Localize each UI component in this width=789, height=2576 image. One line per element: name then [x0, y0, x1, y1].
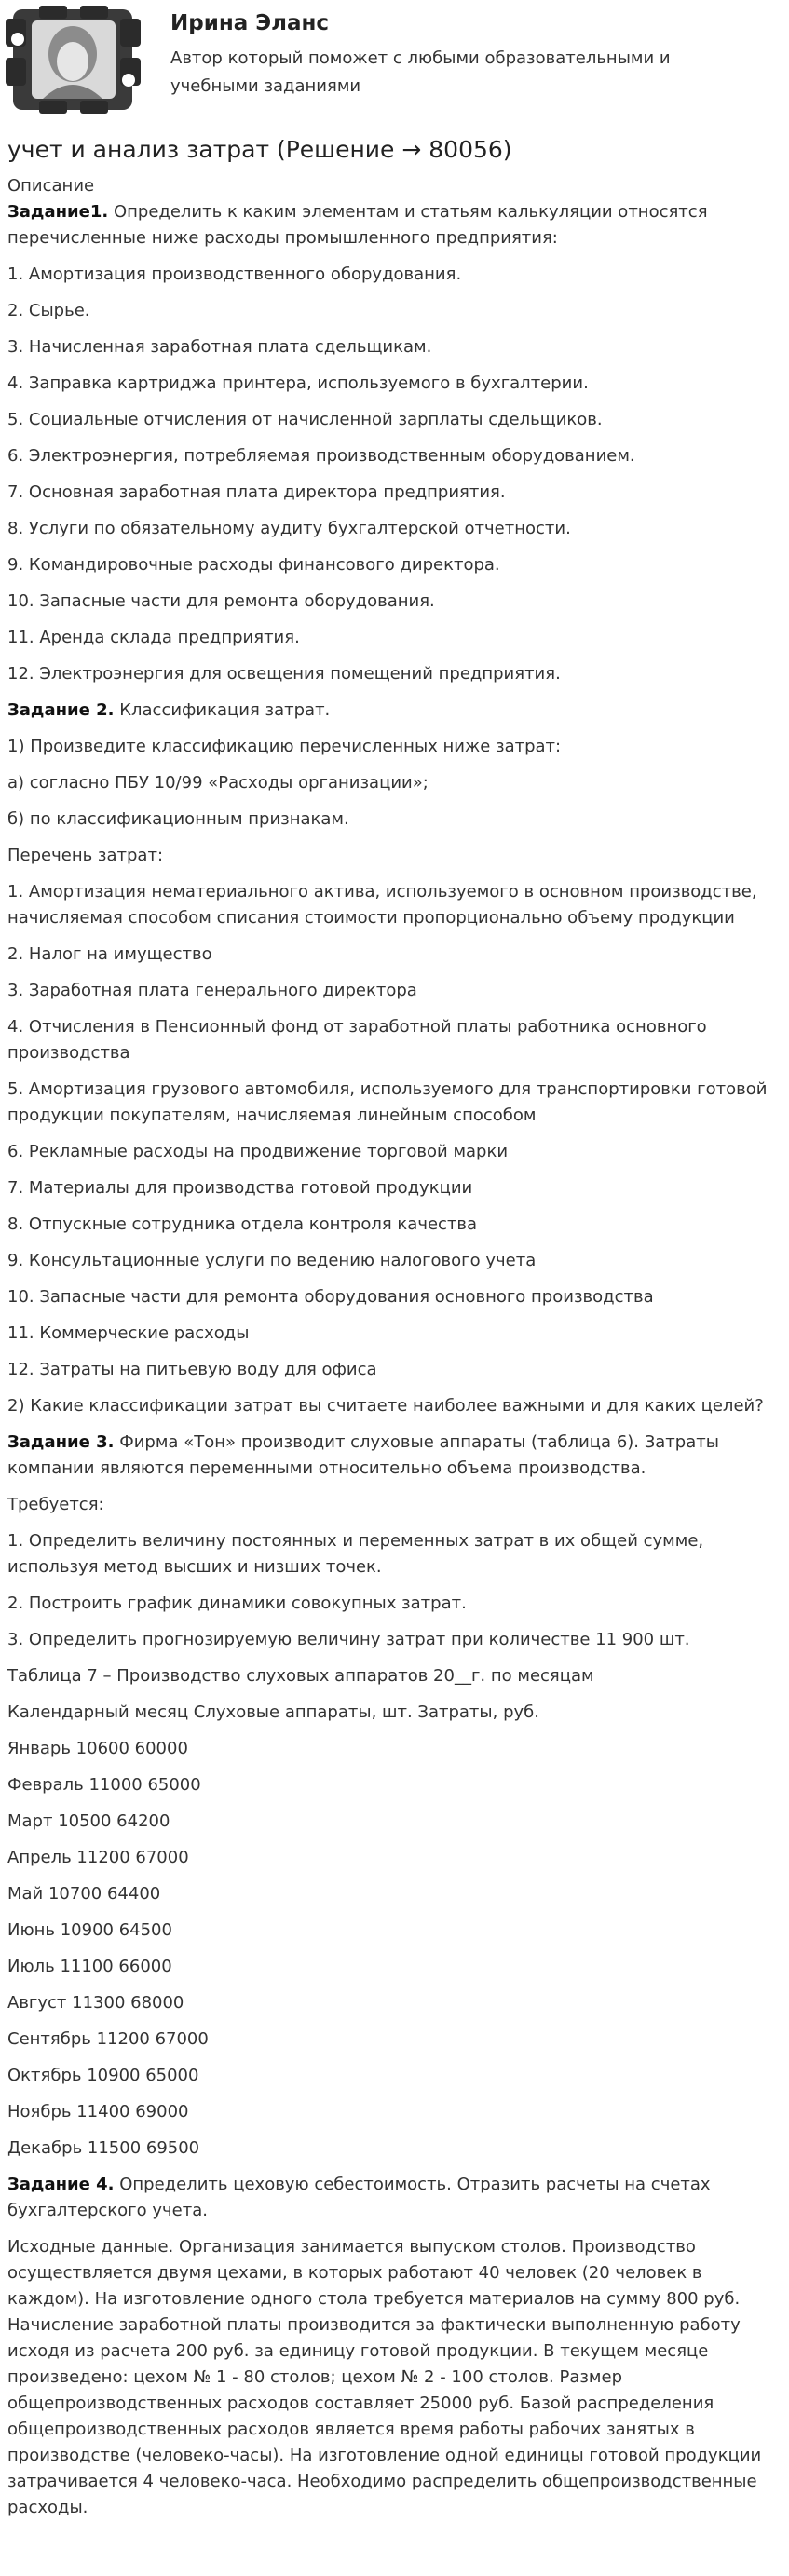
- paragraph: [7, 1357, 781, 1383]
- paragraph: [7, 2027, 781, 2053]
- paragraph-text: Исходные данные. Организация занимается выпуском столов. Производство осуществляется двумя цехами, в которых работают 40 человек (20 человек в каждом). На изготовление одного стола требуется материалов на сумму 800 руб. Начисление заработной платы производится за фактически выполненную работу исходя из расчета 200 руб. за единицу готовой продукции. В текущем месяце произведено: цехом № 1 - 80 столов; цехом № 2 - 100 столов. Размер общепроизводственных расходов составляет 25000 руб. Базой распределения общепроизводственных расходов является время работы рабочих занятых в производстве (человеко-часы). На изготовление одной единицы готовой продукции затрачивается 4 человеко-часа. Необходимо распределить общепроизводственные расходы.: [7, 2237, 762, 2517]
- paragraph: [7, 480, 781, 506]
- paragraph-text: Июль 11100 66000: [7, 1957, 172, 1976]
- paragraph: [7, 807, 781, 833]
- paragraph-text: 3. Определить прогнозируемую величину затрат при количестве 11 900 шт.: [7, 1630, 690, 1649]
- task-heading: Задание 3.: [7, 1432, 115, 1452]
- paragraph-text: 1) Произведите классификацию перечисленных ниже затрат:: [7, 737, 562, 756]
- author-description: Автор который поможет с любыми образовательными и учебными заданиями: [170, 48, 671, 96]
- paragraph: [7, 843, 781, 869]
- paragraph: [7, 942, 781, 968]
- paragraph-text: Требуется:: [7, 1495, 104, 1514]
- paragraph: [7, 1077, 781, 1129]
- paragraph: [7, 589, 781, 615]
- paragraph: [7, 1393, 781, 1419]
- description-label: Описание: [7, 176, 95, 196]
- paragraph: [7, 1845, 781, 1871]
- paragraph-text: 3. Начисленная заработная плата сдельщикам.: [7, 337, 432, 357]
- task-paragraphs: [7, 199, 781, 2521]
- paragraph-text: Май 10700 64400: [7, 1884, 161, 1904]
- author-avatar: [6, 6, 141, 114]
- paragraph: [7, 371, 781, 397]
- paragraph-text: Календарный месяц Слуховые аппараты, шт. Затраты, руб.: [7, 1702, 539, 1722]
- paragraph-text: Сентябрь 11200 67000: [7, 2029, 209, 2049]
- paragraph-text: 9. Консультационные услуги по ведению налогового учета: [7, 1251, 537, 1270]
- paragraph-text: 2) Какие классификации затрат вы считаете наиболее важными и для каких целей?: [7, 1396, 764, 1416]
- paragraph-text: 5. Социальные отчисления от начисленной зарплаты сдельщиков.: [7, 410, 603, 429]
- paragraph: [7, 334, 781, 360]
- paragraph-text: а) согласно ПБУ 10/99 «Расходы организации»;: [7, 773, 429, 793]
- paragraph-text: 9. Командировочные расходы финансового директора.: [7, 555, 500, 575]
- paragraph: [7, 552, 781, 578]
- paragraph: [7, 1284, 781, 1310]
- paragraph: [7, 625, 781, 651]
- paragraph-text: Определить к каким элементам и статьям калькуляции относятся перечисленные ниже расходы промышленного предприятия:: [7, 202, 708, 248]
- paragraph: [7, 1175, 781, 1201]
- paragraph: [7, 407, 781, 433]
- paragraph-text: Декабрь 11500 69500: [7, 2138, 200, 2158]
- paragraph: [7, 2135, 781, 2162]
- paragraph: [7, 978, 781, 1004]
- paragraph-text: 8. Услуги по обязательному аудиту бухгалтерской отчетности.: [7, 519, 571, 538]
- paragraph: [7, 443, 781, 469]
- paragraph-text: Ноябрь 11400 69000: [7, 2102, 189, 2122]
- paragraph-text: 11. Аренда склада предприятия.: [7, 628, 300, 647]
- paragraph: [7, 1918, 781, 1944]
- paragraph-text: 11. Коммерческие расходы: [7, 1323, 250, 1343]
- paragraph: [7, 1772, 781, 1798]
- paragraph: [7, 1700, 781, 1726]
- paragraph-text: 12. Затраты на питьевую воду для офиса: [7, 1360, 377, 1379]
- paragraph: [7, 2099, 781, 2125]
- paragraph: [7, 1990, 781, 2016]
- author-header: [0, 0, 789, 130]
- paragraph-text: 3. Заработная плата генерального директора: [7, 981, 417, 1000]
- paragraph: [7, 1430, 781, 1482]
- paragraph-text: 4. Заправка картриджа принтера, используемого в бухгалтерии.: [7, 373, 589, 393]
- paragraph-text: 2. Сырье.: [7, 301, 90, 320]
- paragraph: [7, 1954, 781, 1980]
- paragraph-text: 6. Рекламные расходы на продвижение торговой марки: [7, 1142, 509, 1161]
- paragraph-text: 2. Построить график динамики совокупных затрат.: [7, 1593, 467, 1613]
- paragraph: [7, 1014, 781, 1066]
- task-heading: Задание 2.: [7, 700, 115, 720]
- paragraph-text: Перечень затрат:: [7, 846, 164, 865]
- paragraph-text: Классификация затрат.: [114, 700, 331, 720]
- paragraph-text: 1. Амортизация производственного оборудования.: [7, 264, 462, 284]
- paragraph: [7, 1321, 781, 1347]
- paragraph: [7, 1591, 781, 1617]
- author-name[interactable]: Ирина Эланс: [170, 11, 330, 35]
- paragraph-text: Январь 10600 60000: [7, 1739, 188, 1758]
- paragraph: [7, 1736, 781, 1762]
- paragraph: [7, 199, 781, 251]
- paragraph-text: 2. Налог на имущество: [7, 944, 212, 964]
- paragraph: [7, 2234, 781, 2521]
- paragraph-text: 10. Запасные части для ремонта оборудования.: [7, 591, 435, 611]
- paragraph: [7, 2172, 781, 2224]
- task-heading: Задание1.: [7, 202, 109, 222]
- page-title: учет и анализ затрат (Решение → 80056): [7, 136, 512, 163]
- paragraph: [7, 661, 781, 687]
- paragraph: [7, 734, 781, 760]
- paragraph: [7, 1809, 781, 1835]
- paragraph: [7, 1492, 781, 1518]
- paragraph: [7, 1881, 781, 1907]
- paragraph-text: Таблица 7 – Производство слуховых аппаратов 20__г. по месяцам: [7, 1666, 594, 1686]
- paragraph: [7, 516, 781, 542]
- paragraph-text: 5. Амортизация грузового автомобиля, используемого для транспортировки готовой продукции покупателям, начисляемая линейным способом: [7, 1079, 768, 1125]
- paragraph: [7, 298, 781, 324]
- paragraph-text: 8. Отпускные сотрудника отдела контроля качества: [7, 1214, 478, 1234]
- paragraph-text: Октябрь 10900 65000: [7, 2066, 199, 2085]
- paragraph: [7, 2063, 781, 2089]
- task-heading: Задание 4.: [7, 2175, 115, 2194]
- paragraph-text: 4. Отчисления в Пенсионный фонд от заработной платы работника основного производства: [7, 1017, 707, 1063]
- paragraph: [7, 1139, 781, 1165]
- paragraph-text: 12. Электроэнергия для освещения помещений предприятия.: [7, 664, 561, 684]
- paragraph-text: Август 11300 68000: [7, 1993, 184, 2013]
- paragraph-text: Июнь 10900 64500: [7, 1920, 172, 1940]
- paragraph-text: Февраль 11000 65000: [7, 1775, 201, 1795]
- paragraph-text: 1. Определить величину постоянных и переменных затрат в их общей сумме, используя метод высших и низших точек.: [7, 1531, 704, 1577]
- paragraph-text: б) по классификационным признакам.: [7, 809, 349, 829]
- paragraph-text: 7. Основная заработная плата директора предприятия.: [7, 482, 506, 502]
- document-body: [7, 173, 781, 2521]
- paragraph-text: 7. Материалы для производства готовой продукции: [7, 1178, 473, 1198]
- paragraph-text: Определить цеховую себестоимость. Отразить расчеты на счетах бухгалтерского учета.: [7, 2175, 711, 2220]
- paragraph: [7, 1663, 781, 1689]
- paragraph: [7, 879, 781, 931]
- paragraph-text: Март 10500 64200: [7, 1811, 170, 1831]
- paragraph: [7, 1627, 781, 1653]
- paragraph: [7, 1212, 781, 1238]
- paragraph-text: 6. Электроэнергия, потребляемая производственным оборудованием.: [7, 446, 635, 466]
- paragraph-text: Апрель 11200 67000: [7, 1848, 189, 1867]
- paragraph-text: Фирма «Тон» производит слуховые аппараты (таблица 6). Затраты компании являются переменными относительно объема производства.: [7, 1432, 719, 1478]
- paragraph: [7, 698, 781, 724]
- paragraph-text: 1. Амортизация нематериального актива, используемого в основном производстве, начисляемая способом списания стоимости пропорционально объему продукции: [7, 882, 757, 928]
- paragraph: [7, 1528, 781, 1580]
- paragraph: [7, 770, 781, 796]
- paragraph: [7, 1248, 781, 1274]
- paragraph: [7, 262, 781, 288]
- paragraph-text: 10. Запасные части для ремонта оборудования основного производства: [7, 1287, 654, 1307]
